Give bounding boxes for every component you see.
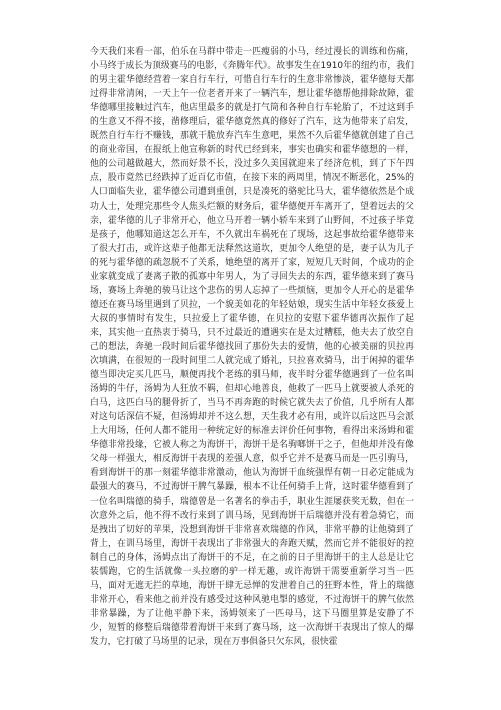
article-paragraph: 今天我们来看一部，伯乐在马群中带走一匹瘦弱的小马，经过漫长的训练和伤痛，小马终于成长为顶级赛马的电影，《奔腾年代》。故事发生在1910年的纽约市，我们的男主霍华德经营着一家自行车行，可惜自行车行的生意非常惨淡，霍华德每天都过得非常清闲，一天上午一位老者开来了一辆汽车，想让霍华德帮他排除故障，霍华德哪里接触过汽车，他店里最多的就是打气筒和各种自行车轮胎了，不过这到手的生意又不得不接，凿修理后，霍华德竟然真的修好了汽车，这为他带来了启发，既然自行车行不赚钱，那就干脆放弃汽车生意吧，果然不久后霍华德就创建了自己的商业帝国，在报纸上他宣称新的时代已经到来，事实也确实和霍华德想的一样，他的公司越做越大，然而好景不长，没过多久美国就迎来了经济危机，到了下午四点，股市竟然已经跌掉了近百亿市值，在接下来的两周里，情况不断恶化，25%的人口面临失业，霍华德公司遭到重创，只是凑死的骆驼比马大，霍华德依然是个成功人士，处理完那些令人焦头烂额的财务后，霍华德便开车离开了，望着远去的父亲，霍华德的儿子非常开心，他立马开着一辆小轿车来到了山野间，不过孩子毕竟是孩子，他哪知道这怎么开车，不久就出车祸死在了现场，这起事故给霍华德带来了很大打击，或许这辈子他都无法释然这道坎，更加令人绝望的是，妻子认为儿子的死与霍华德的疏忽脱不了关系，她绝望的离开了家，短短几天时间，个成功的企业家就变成了妻离子散的孤寡中年男人，为了寻回失去的东西，霍华德来到了赛马场，赛场上奔驰的骏马让这个悲伤的男人忘掉了一些烦恼，更加令人开心的是霍华德还在赛马场里遇到了贝拉，一个貌美如花的年轻姑娘，现实生活中年轻女孩爱上大叔的事情时有发生，只拉爱上了霍华德，在贝拉的安慰下霍华德再次振作了起来，其实他一直热衷于骑马，只不过最近的遭遇实在是太过糟糕，他夫去了放空自己的想法，奔驰一段时间后霍华德找回了那份失去的爱情，他的心被美丽的贝拉再次填满，在很短的一段时间里二人就完成了婚礼，只拉喜欢骑马，出于闲掉的霍华德当即决定买几匹马，顺便再找个老练的驯马师，夜半时分霍华德遇到了一位名叫汤姆的牛仔，汤姆为人狂放不羁，但却心地善良，他救了一匹马上就要被人杀死的白马，这匹白马的腿骨折了，当马不再奔跑的时候它就失去了价值，几乎所有人都对这句话深信不疑，但汤姆却并不这么想，天生我才必有用，或许以后这匹马会派上大用场，任何人都不能用一种统定好的标准去评价任何事物，看得出来汤姆和霍华德非常投缘，它被人称之为海饼干，海饼干是名驹啷饼干之子，但他却并没有像父母一样强大，相反海饼干表现的差强人意，似乎它并不是赛马而是一匹引驹马，看到海饼干的那一刻霍华德非常激动，他认为海饼干血统强悍有朝一日必定能成为最强大的赛马，不过海饼干脾气暴躁，根本不让任何骑手上背，这时霍华德看到了一位名叫瑞德的骑手，瑞德曾是一名著名的拳击手，职业生涯屡获奖无数，但在一次意外之后，他不得不改行来到了训马场，见到海饼干后瑞德并没有着急骑它，而是拽出了切好的苹果，没想到海饼干非常喜欢瑞德的作风，非常平静的让他骑到了背上，在训马场里，海饼干表现出了非常强大的奔跑天赋，然而它并不能很好的控制自己的身体，汤姆点出了海饼干的不足，在之前的日子里海饼干的主人总是让它装懦跑，它的生活就像一头拉磨的驴一样无趣，或许海饼干需要重新学习当一匹马，面对无遮无拦的草地，海饼干肆无忌惮的发泄着自己的狂野本性，背上的瑞德非常开心，看来他之前并没有感受过这种风驰电掣的感觉，不过海饼干的脾气依然非常暴躁，为了让他平静下来，汤姆领来了一匹母马，这下马圈里算是安静了不少，短暂的修整后瑞德带着海饼干来到了赛马场，这一次海饼干表现出了惊人的爆发力，它打破了马场里的记录，现在万事俱备只欠东风，很快霍: [90, 47, 414, 647]
